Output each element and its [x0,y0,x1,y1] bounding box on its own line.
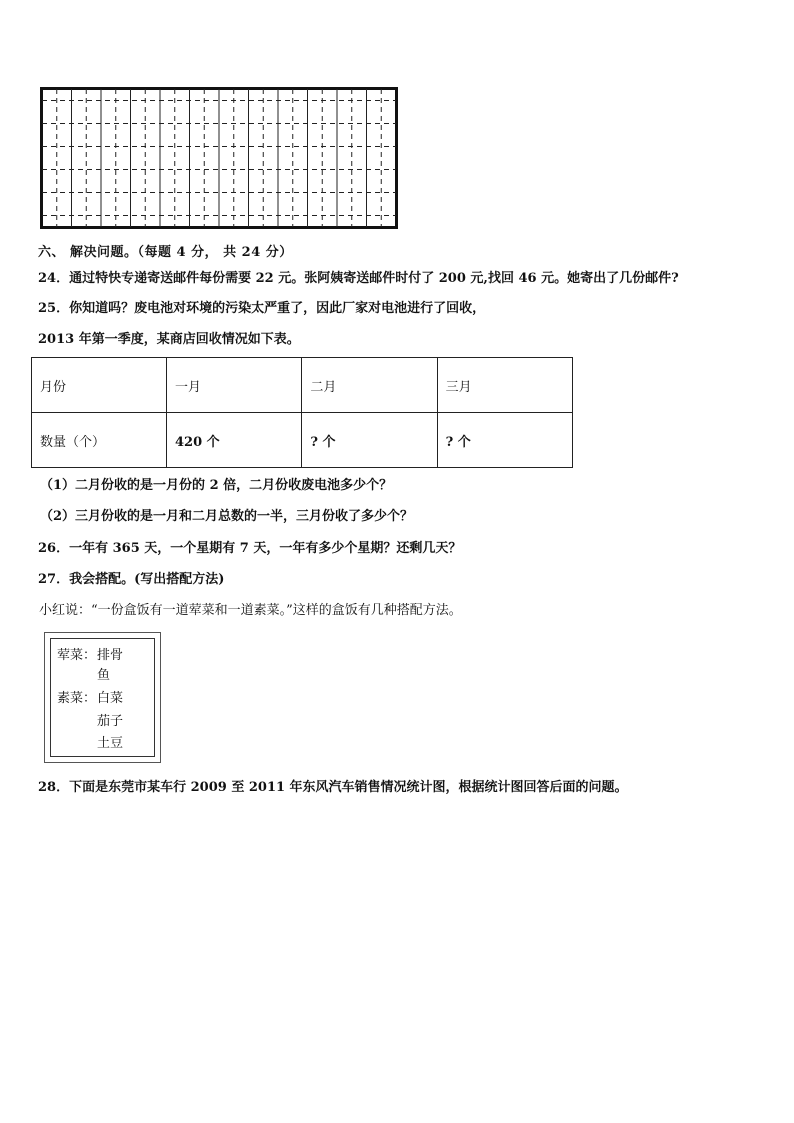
question-25-sub-2: （2）三月份收的是一月和二月总数的一半，三月份收了多少个？ [40,509,414,524]
question-25-context: 2013 年第一季度，某商店回收情况如下表。 [38,332,300,347]
section-heading: 六、 解决问题。（每题 4 分， 共 24 分） [38,245,293,260]
question-25-sub-1: （1）二月份收的是一月份的 2 倍，二月份收废电池多少个？ [40,478,393,493]
table-cell: 月份 [32,358,167,413]
question-26: 26．一年有 365 天，一个星期有 7 天，一年有多少个星期？还剩几天？ [38,541,462,556]
menu-box [44,632,161,763]
question-27-prompt: 小红说：“一份盒饭有一道荤菜和一道素菜。”这样的盒饭有几种搭配方法。 [39,603,462,618]
table-cell: 数量（个） [32,413,167,468]
meat-item: 排骨 [97,648,124,663]
table-cell: 一月 [167,358,302,413]
question-27: 27．我会搭配。(写出搭配方法) [38,572,225,587]
writing-grid [40,87,398,229]
table-cell: 二月 [302,358,437,413]
veg-item: 白菜 [97,691,124,706]
question-24: 24．通过特快专递寄送邮件每份需要 22 元。张阿姨寄送邮件时付了 200 元,找回 46 元。她寄出了几份邮件? [38,271,679,286]
veg-label: 素菜： [57,691,97,706]
table-cell: 420 个 [167,413,302,468]
meat-label: 荤菜： [57,648,97,663]
table-cell: ? 个 [437,413,572,468]
table-row [32,413,573,468]
table-header-row [32,358,573,413]
battery-recycle-table [31,357,573,468]
question-25-intro: 25．你知道吗？废电池对环境的污染太严重了，因此厂家对电池进行了回收， [38,301,486,316]
menu-box-inner [50,638,155,757]
question-28: 28．下面是东莞市某车行 2009 至 2011 年东风汽车销售情况统计图，根据统计图回答后面的问题。 [38,780,628,795]
table-cell: ? 个 [302,413,437,468]
table-cell: 三月 [437,358,572,413]
meat-item: 鱼 [97,668,111,683]
veg-item: 茄子 [97,714,124,729]
veg-item: 土豆 [97,736,124,751]
